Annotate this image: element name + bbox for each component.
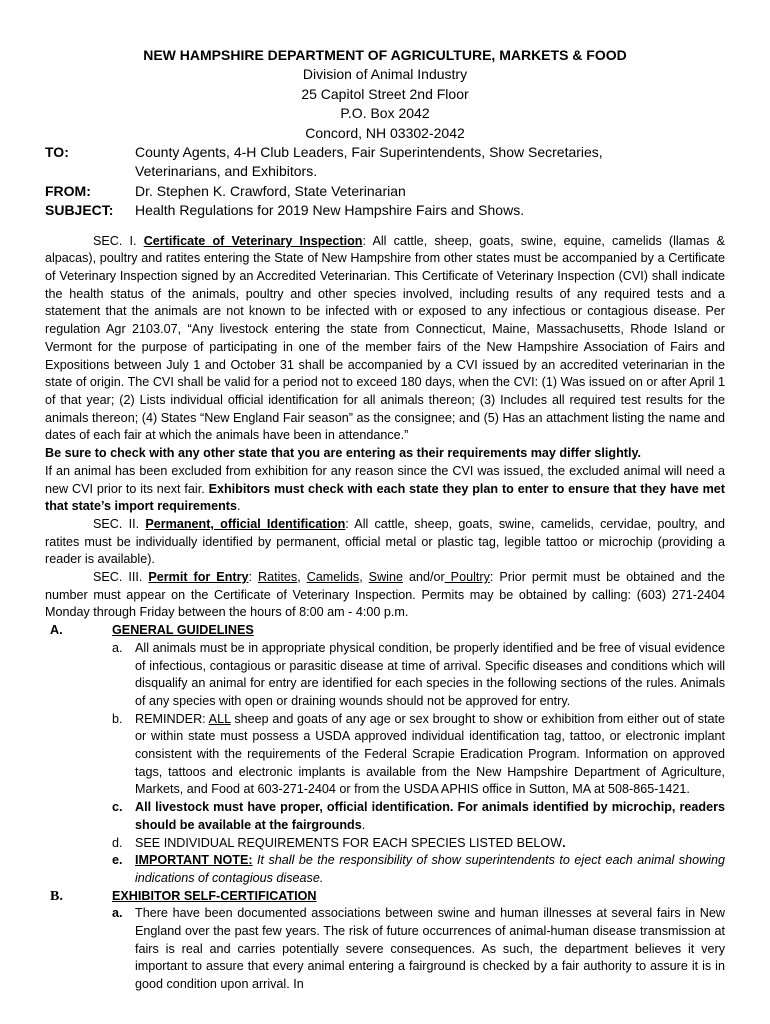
subject-value: Health Regulations for 2019 New Hampshire Fairs and Shows. <box>135 202 525 219</box>
id-requirement-end: . <box>361 817 366 832</box>
item-marker: a. <box>112 640 123 655</box>
list-item <box>112 799 725 834</box>
sec1-bold-note: Be sure to check with any other state that you are entering as their requirements may differ slightly. <box>45 446 642 461</box>
from-value: Dr. Stephen K. Crawford, State Veterinarian <box>135 182 406 199</box>
sec3-text: : Prior permit must be obtained and the number must appear on the Certificate of Veterinary Inspection. Permits may be obtained by calling: (603) 271-2404 Monday through Friday between the hours of 8:00 am - 4:00 p.m. <box>45 570 725 620</box>
reminder-label: REMINDER: <box>135 711 209 726</box>
section-a-title: GENERAL GUIDELINES <box>112 623 254 638</box>
section-b-items <box>112 905 725 994</box>
sec3-colon: : <box>248 570 258 585</box>
memo-subject <box>45 201 725 220</box>
memo-block <box>45 143 725 221</box>
sec1-title: Certificate of Veterinary Inspection <box>143 233 363 248</box>
memo-to <box>45 143 725 182</box>
city-state-zip: Concord, NH 03302-2042 <box>305 124 465 141</box>
to-recipients-line2: Veterinarians, and Exhibitors. <box>135 163 318 180</box>
document-body <box>45 233 725 994</box>
item-text: All animals must be in appropriate physical condition, be properly identified and be free of visual evidence of infectious, contagious or parasitic disease at time of arrival. Specific diseases and conditions which will disqualify an animal for entry are identified for each species in the following sections of the rules. Animals of any species with open or draining wounds should not be approved for entry. <box>135 640 725 708</box>
sec3-camelids: Camelids <box>306 570 360 585</box>
sec2-title: Permanent, official Identification <box>145 516 346 531</box>
po-box: P.O. Box 2042 <box>340 105 430 122</box>
section-b-heading <box>45 888 725 906</box>
sec3-title: Permit for Entry <box>148 570 249 585</box>
item-text: There have been documented associations between swine and human illnesses at several fairs in New England over the past few years. The risk of future occurrences of animal-human disease transmission at fairs is real and carries potentially severe consequences. As such, the department believes it very important to assure that every animal entering a fairground is checked by a fair authority to assure it is in good condition upon arrival. In <box>135 906 725 992</box>
agency-name: NEW HAMPSHIRE DEPARTMENT OF AGRICULTURE, MARKETS & FOOD <box>143 47 627 63</box>
item-marker: a. <box>112 906 123 921</box>
important-note-text: It shall be the responsibility of show superintendents to eject each animal showing indications of contagious disease. <box>135 853 725 885</box>
section-a-letter: A. <box>50 623 63 638</box>
excluded-animal-paragraph <box>45 463 725 516</box>
id-requirement: All livestock must have proper, official identification. For animals identified by microchip, readers should be available at the fairgrounds <box>135 800 725 832</box>
excluded-bold: Exhibitors must check with each state they plan to enter to ensure that they have met that state’s import requirements <box>45 481 725 514</box>
species-requirements: SEE INDIVIDUAL REQUIREMENTS FOR EACH SPECIES LISTED BELOW <box>135 835 563 850</box>
list-item <box>112 711 725 800</box>
sec3-swine: Swine <box>368 570 403 585</box>
excluded-text: If an animal has been excluded from exhibition for any reason since the CVI was issued, the excluded animal will need a new CVI prior to its next fair. <box>45 463 725 496</box>
sec3-poultry: Poultry <box>444 570 490 585</box>
to-recipients-line1: County Agents, 4-H Club Leaders, Fair Superintendents, Show Secretaries, <box>135 144 603 161</box>
list-item <box>112 640 725 711</box>
sec3-andor: and/or <box>402 570 445 585</box>
species-requirements-end: . <box>562 835 566 850</box>
section-3-paragraph: SEC. III. Permit for Entry: Ratites, Camelids, Swine and/or Poultry: Prior permit must be obtained and the number must appear on the Certificate of Veterinary Inspection. Permits may be obtained by calling: (603) 271-2404 Monday through Friday between the hours of 8:00 am - 4:00 p.m. <box>45 570 725 620</box>
sec2-prefix: SEC. II. <box>93 516 140 531</box>
sec1-text: : All cattle, sheep, goats, swine, equine, camelids (llamas & alpacas), poultry and ratites entering the State of New Hampshire from other states must be accompanied by a Certificate of Veterinary Inspection signed by an Accredited Veterinarian. This Certificate of Veterinary Inspection (CVI) shall indicate the health status of the animals, poultry and other species involved, including results of any required tests and a statement that the animals are not known to be infected with or exposed to any infectious or contagious disease. Per regulation Agr 2103.07, “Any livestock entering the state from Connecticut, Maine, Massachusetts, Rhode Island or Vermont for the purpose of participating in one of the member fairs of the New Hampshire Association of Fairs and Expositions between July 1 and October 31 shall be accompanied by a CVI issued by an accredited veterinarian in the state of origin. The CVI shall be valid for a period not to exceed 180 days, when the CVI: (1) Was issued on or after April 1 of that year; (2) Lists individual official identification for all animals thereon; (3) Includes all required test results for the animals thereon; (4) States “New England Fair season” as the consignee; and (5) Has an attachment listing the name and dates of each fair at which the animals have been in attendance.” <box>45 233 726 443</box>
section-1-paragraph <box>45 233 725 445</box>
sec3-prefix: SEC. III. <box>93 570 143 585</box>
sec3-ratites: Ratites <box>258 570 298 585</box>
section-b-letter: B. <box>50 888 63 904</box>
item-marker: c. <box>112 800 123 815</box>
sec1-prefix: SEC. I. <box>93 233 137 248</box>
street-address: 25 Capitol Street 2nd Floor <box>301 85 469 102</box>
section-a-items <box>112 640 725 888</box>
item-marker: e. <box>112 853 123 868</box>
item-marker: b. <box>112 711 123 726</box>
reminder-all: ALL <box>208 711 231 726</box>
excluded-end: . <box>236 499 241 514</box>
division-name: Division of Animal Industry <box>302 66 468 83</box>
item-marker: d. <box>112 835 123 850</box>
from-label: FROM: <box>45 182 91 199</box>
sec2-text: : All cattle, sheep, goats, swine, camelids, cervidae, poultry, and ratites must be individually identified by permanent, official metal or plastic tag, legible tattoo or microchip (providing a reader is available). <box>45 516 726 567</box>
section-2-paragraph <box>45 516 725 569</box>
list-item <box>112 852 725 887</box>
letterhead <box>45 46 725 143</box>
important-note-label: IMPORTANT NOTE: <box>135 853 253 868</box>
document-page <box>45 46 725 994</box>
section-a-heading <box>45 622 725 640</box>
list-item <box>112 835 725 853</box>
subject-label: SUBJECT: <box>45 202 114 219</box>
section-b-title: EXHIBITOR SELF-CERTIFICATION <box>112 888 317 903</box>
reminder-text: sheep and goats of any age or sex brought to show or exhibition from either out of state or within state must possess a USDA approved individual identification tag, tattoo, or electronic implant consistent with the requirements of the Federal Scrapie Eradication Program. Information on approved tags, tattoos and electronic implants is available from the New Hampshire Department of Agriculture, Markets, and Food at 603-271-2404 or from the USDA APHIS office in Sutton, MA at 508-865-1421. <box>135 711 725 797</box>
to-label: TO: <box>45 144 69 161</box>
memo-from <box>45 182 725 201</box>
list-item <box>112 905 725 994</box>
